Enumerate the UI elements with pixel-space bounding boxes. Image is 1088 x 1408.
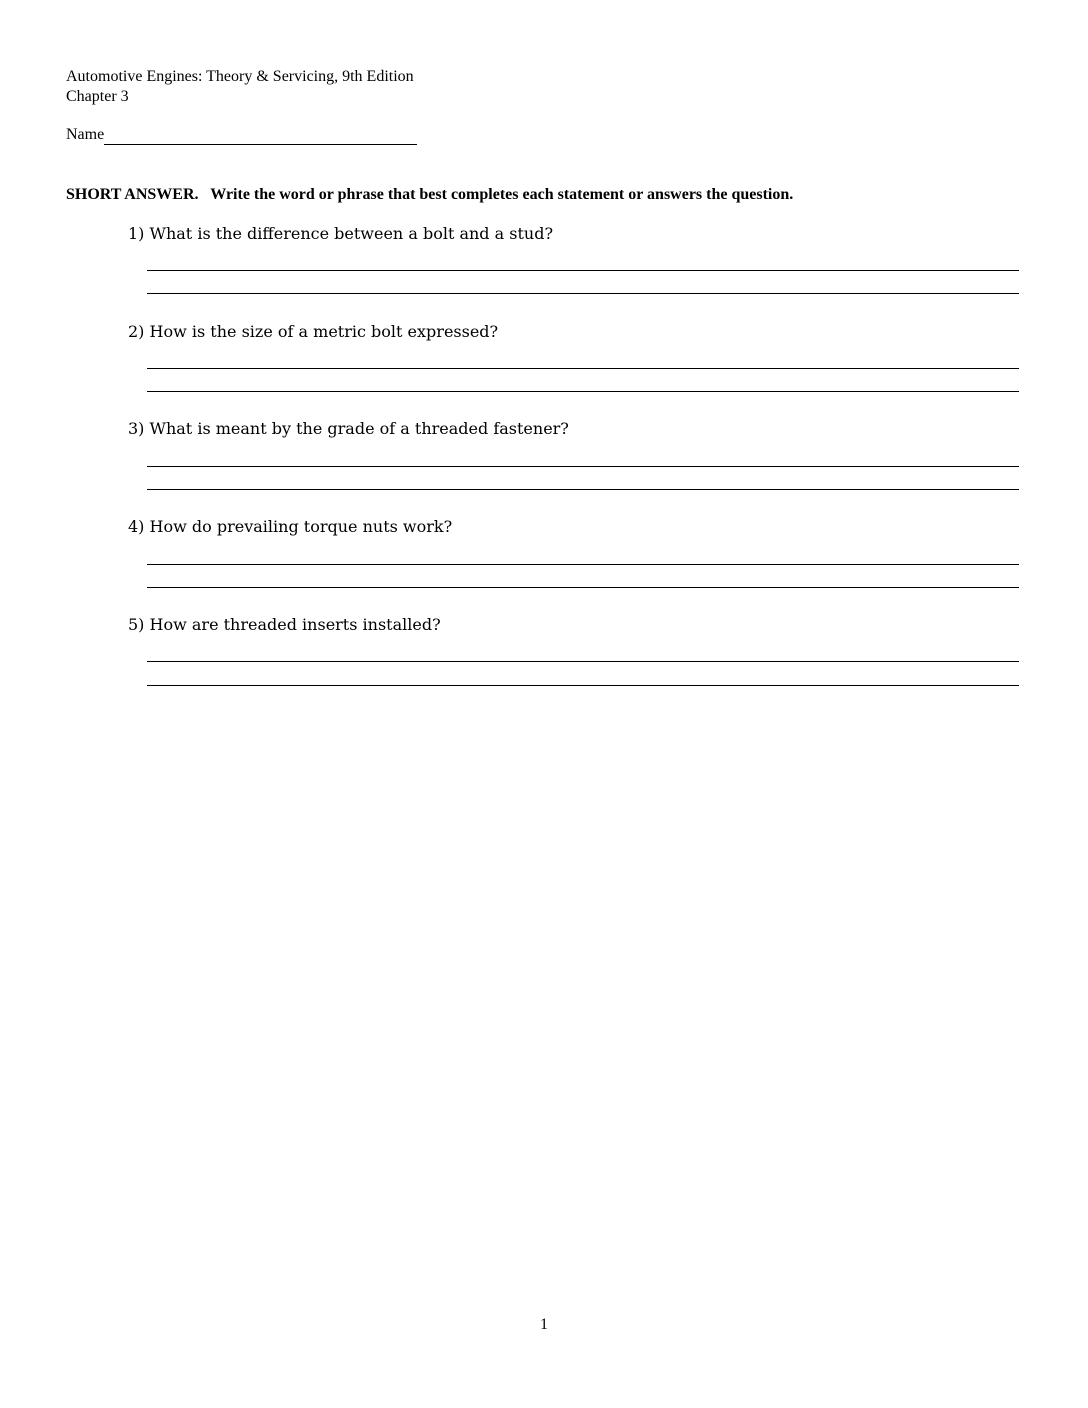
- answer-line[interactable]: [147, 270, 1019, 271]
- answer-line[interactable]: [147, 661, 1019, 662]
- answer-line[interactable]: [147, 391, 1019, 392]
- name-input-line[interactable]: [104, 129, 417, 145]
- chapter-label: Chapter 3: [66, 88, 129, 105]
- answer-line[interactable]: [147, 685, 1019, 686]
- question-prompt: How do prevailing torque nuts work?: [149, 517, 453, 536]
- answer-line[interactable]: [147, 466, 1019, 467]
- section-instruction-text: Write the word or phrase that best completes each statement or answers the question.: [210, 186, 794, 203]
- answer-line[interactable]: [147, 587, 1019, 588]
- question-4: [128, 517, 1019, 537]
- question-number: 3): [128, 419, 145, 438]
- question-text: [128, 322, 1019, 342]
- question-2: [128, 322, 1019, 342]
- answer-line[interactable]: [147, 368, 1019, 369]
- name-field: [66, 125, 417, 145]
- question-5: [128, 615, 1019, 635]
- question-text: [128, 419, 1019, 439]
- question-number: 4): [128, 517, 145, 536]
- name-label: Name: [66, 126, 105, 143]
- question-prompt: How is the size of a metric bolt expressed?: [149, 322, 499, 341]
- question-text: [128, 615, 1019, 635]
- section-instructions: [66, 185, 793, 205]
- book-title: Automotive Engines: Theory & Servicing, 9th Edition: [66, 68, 414, 85]
- question-number: 2): [128, 322, 145, 341]
- question-prompt: What is the difference between a bolt and a stud?: [149, 224, 554, 243]
- question-text: [128, 224, 1019, 244]
- question-number: 1): [128, 224, 145, 243]
- page-number: 1: [540, 1316, 548, 1333]
- question-prompt: How are threaded inserts installed?: [149, 615, 441, 634]
- question-number: 5): [128, 615, 145, 634]
- section-heading: SHORT ANSWER.: [66, 186, 199, 203]
- question-prompt: What is meant by the grade of a threaded fastener?: [149, 419, 569, 438]
- answer-line[interactable]: [147, 564, 1019, 565]
- question-text: [128, 517, 1019, 537]
- question-3: [128, 419, 1019, 439]
- answer-line[interactable]: [147, 489, 1019, 490]
- answer-line[interactable]: [147, 293, 1019, 294]
- question-1: [128, 224, 1019, 244]
